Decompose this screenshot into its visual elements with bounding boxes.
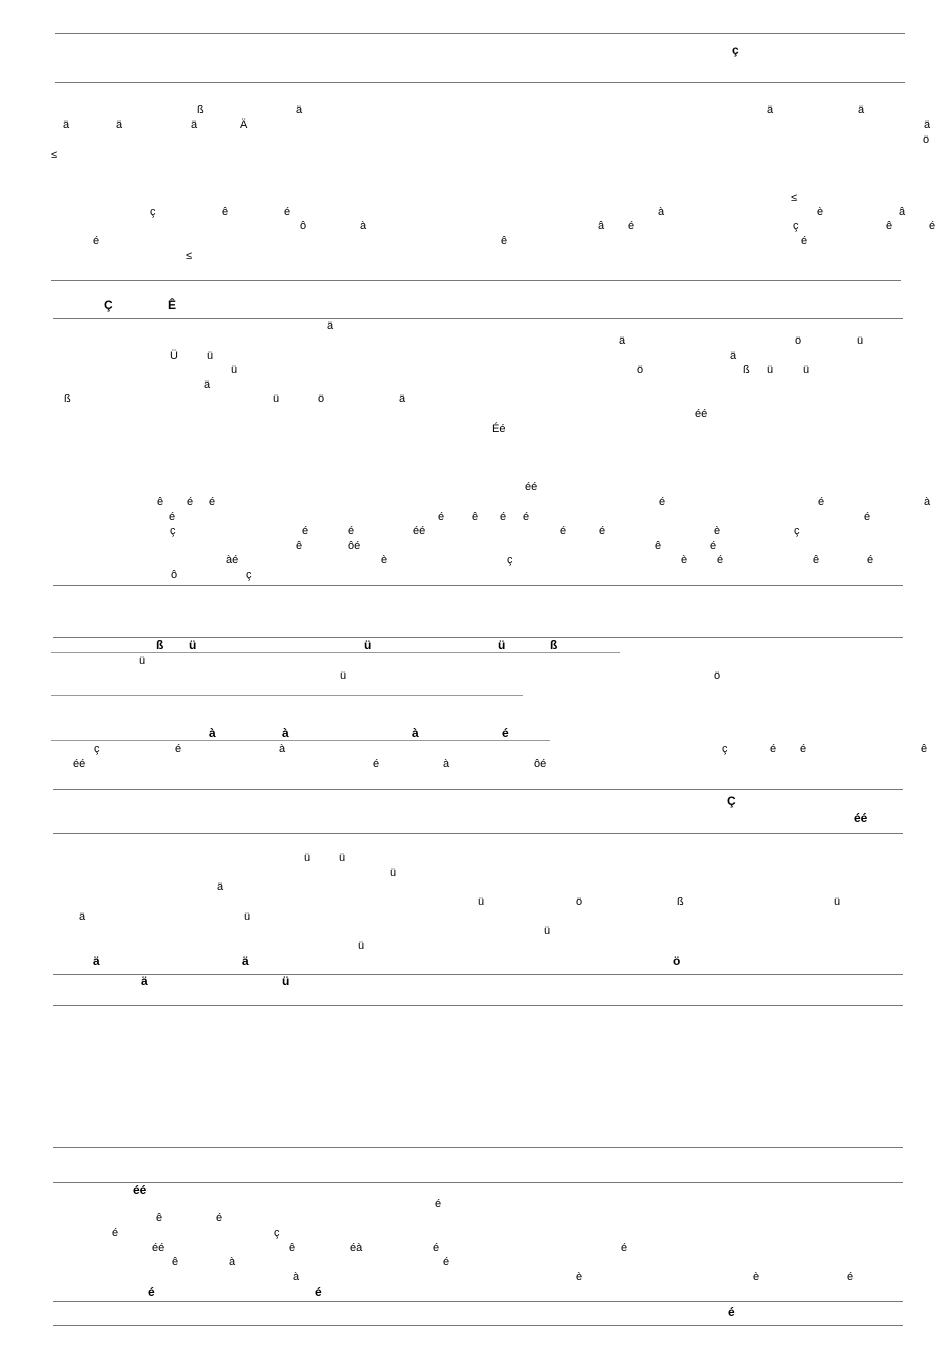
glyph: é	[187, 496, 194, 508]
table-1-header-cell: ü	[364, 638, 372, 652]
glyph: éé	[525, 481, 538, 493]
glyph: ê	[289, 1242, 296, 1254]
table-1-top-rule	[53, 637, 903, 638]
table-2-cell: ç	[94, 743, 100, 755]
glyph: é	[710, 540, 717, 552]
glyph: é	[284, 206, 291, 218]
table-1-cell: ü	[139, 655, 146, 667]
glyph: ß	[64, 393, 71, 405]
glyph: é	[216, 1212, 223, 1224]
table-1-cell: ü	[340, 670, 347, 682]
glyph: ö	[673, 954, 681, 968]
glyph: ü	[767, 364, 774, 376]
glyph: ≤	[51, 149, 58, 161]
header-mark: ç	[732, 43, 739, 57]
glyph: â	[899, 206, 906, 218]
glyph: ä	[79, 911, 86, 923]
glyph: éé	[133, 1183, 147, 1197]
glyph: é	[169, 511, 176, 523]
glyph: é	[302, 525, 309, 537]
table-2-header-cell: é	[502, 726, 509, 740]
glyph: é	[500, 511, 507, 523]
table-1-cell: ö	[714, 670, 721, 682]
mid-header-glyph: Ç	[727, 794, 736, 808]
glyph: ü	[390, 867, 397, 879]
glyph: è	[753, 1271, 760, 1283]
glyph: ü	[231, 364, 238, 376]
glyph: ä	[242, 954, 249, 968]
glyph: ê	[296, 540, 303, 552]
table-3-header-cell: ä	[141, 974, 148, 988]
table-3-header-rule	[53, 1005, 903, 1006]
table-1-header-cell: ß	[550, 638, 558, 652]
mid-header-bottom-rule	[53, 833, 903, 834]
top-rule	[55, 33, 905, 34]
glyph: àé	[226, 554, 239, 566]
glyph: é	[148, 1285, 155, 1299]
glyph: ö	[318, 393, 325, 405]
glyph: ä	[767, 104, 774, 116]
table-3-header-cell: ü	[282, 974, 290, 988]
glyph: ä	[619, 335, 626, 347]
glyph: ê	[156, 1212, 163, 1224]
glyph: ä	[730, 350, 737, 362]
glyph: ç	[246, 569, 252, 581]
glyph: ä	[296, 104, 303, 116]
glyph: é	[560, 525, 567, 537]
glyph: ß	[677, 896, 684, 908]
glyph: ô	[171, 569, 178, 581]
glyph: é	[523, 511, 530, 523]
table-2-cell: é	[175, 743, 182, 755]
glyph: ≤	[791, 192, 798, 204]
glyph: éé	[413, 525, 426, 537]
table-2-cell: à	[279, 743, 286, 755]
glyph: ö	[923, 134, 930, 146]
glyph: é	[599, 525, 606, 537]
glyph: ê	[157, 496, 164, 508]
glyph: ≤	[186, 250, 193, 262]
glyph: ü	[358, 940, 365, 952]
footer-block-top-rule	[53, 1147, 903, 1148]
table-3-top-rule	[53, 974, 903, 975]
mid-header-top-rule	[53, 789, 903, 790]
section-c-heading-rule	[53, 318, 903, 319]
table-2-cell: ôé	[534, 758, 547, 770]
glyph: é	[438, 511, 445, 523]
glyph: ü	[544, 925, 551, 937]
table-2-cell: é	[770, 743, 777, 755]
glyph: ôé	[348, 540, 361, 552]
header-bottom-rule	[55, 82, 905, 83]
table-2-cell: éé	[73, 758, 86, 770]
section-c-heading-glyph: Ç	[104, 298, 113, 312]
footer-top-rule	[53, 1301, 903, 1302]
glyph: é	[929, 220, 936, 232]
glyph: ü	[273, 393, 280, 405]
glyph: éé	[695, 408, 708, 420]
glyph: à	[924, 496, 931, 508]
glyph: é	[93, 235, 100, 247]
glyph: ü	[207, 350, 214, 362]
glyph: ç	[170, 525, 176, 537]
glyph: é	[348, 525, 355, 537]
glyph: é	[621, 1242, 628, 1254]
glyph: ü	[803, 364, 810, 376]
glyph: ü	[339, 852, 346, 864]
glyph: ô	[300, 220, 307, 232]
glyph: ö	[795, 335, 802, 347]
glyph: â	[598, 220, 605, 232]
glyph: é	[433, 1242, 440, 1254]
glyph: ê	[472, 511, 479, 523]
glyph: é	[209, 496, 216, 508]
table-1-header-cell: ü	[498, 638, 506, 652]
table-2-cell: ê	[921, 743, 928, 755]
glyph: ä	[399, 393, 406, 405]
glyph: è	[817, 206, 824, 218]
section-d-bottom-rule	[53, 585, 903, 586]
table-2-cell: à	[443, 758, 450, 770]
table-2-cell: ç	[722, 743, 728, 755]
glyph: é	[628, 220, 635, 232]
footer-block-header-rule	[53, 1182, 903, 1183]
glyph: à	[360, 220, 367, 232]
glyph: é	[659, 496, 666, 508]
glyph: ä	[93, 954, 100, 968]
glyph: éà	[350, 1242, 363, 1254]
glyph: à	[658, 206, 665, 218]
glyph: é	[435, 1198, 442, 1210]
glyph: à	[293, 1271, 300, 1283]
table-2-cell: é	[373, 758, 380, 770]
table-2-cell: é	[800, 743, 807, 755]
glyph: ç	[793, 220, 799, 232]
table-2-header-cell: à	[412, 726, 419, 740]
glyph: ê	[655, 540, 662, 552]
footer-mark: é	[728, 1305, 735, 1319]
glyph: ç	[507, 554, 513, 566]
glyph: é	[443, 1256, 450, 1268]
glyph: Ü	[170, 350, 178, 362]
glyph: é	[112, 1227, 119, 1239]
glyph: éé	[152, 1242, 165, 1254]
glyph: ä	[924, 119, 931, 131]
glyph: Éé	[492, 423, 506, 435]
glyph: ä	[327, 320, 334, 332]
glyph: é	[717, 554, 724, 566]
glyph: è	[381, 554, 388, 566]
glyph: ä	[204, 379, 211, 391]
glyph: à	[229, 1256, 236, 1268]
table-1-bottom-rule	[51, 695, 523, 696]
glyph: ç	[150, 206, 156, 218]
table-1-header-cell: ü	[189, 638, 197, 652]
glyph: è	[576, 1271, 583, 1283]
glyph: ê	[886, 220, 893, 232]
glyph: ê	[172, 1256, 179, 1268]
table-1-header-rule	[51, 652, 620, 653]
footer-bottom-rule	[53, 1325, 903, 1326]
glyph: è	[714, 525, 721, 537]
glyph: ä	[858, 104, 865, 116]
glyph: ß	[743, 364, 750, 376]
glyph: é	[847, 1271, 854, 1283]
glyph: ê	[813, 554, 820, 566]
section-b-bottom-rule	[51, 280, 901, 281]
glyph: Ä	[240, 119, 248, 131]
glyph: ç	[794, 525, 800, 537]
glyph: ü	[857, 335, 864, 347]
glyph: ß	[197, 104, 204, 116]
table-2-header-cell: à	[282, 726, 289, 740]
table-2-header-cell: à	[209, 726, 216, 740]
glyph: ü	[834, 896, 841, 908]
glyph: è	[681, 554, 688, 566]
glyph: ä	[116, 119, 123, 131]
glyph: ü	[244, 911, 251, 923]
glyph: é	[864, 511, 871, 523]
mid-header-glyph: éé	[854, 811, 868, 825]
glyph: é	[818, 496, 825, 508]
glyph: é	[867, 554, 874, 566]
glyph: ê	[222, 206, 229, 218]
glyph: é	[801, 235, 808, 247]
glyph: ü	[304, 852, 311, 864]
table-2-header-rule	[51, 740, 550, 741]
glyph: é	[315, 1285, 322, 1299]
glyph: ê	[501, 235, 508, 247]
glyph: ç	[274, 1227, 280, 1239]
table-1-header-cell: ß	[156, 638, 164, 652]
section-c-heading-glyph: Ê	[168, 298, 177, 312]
glyph: ö	[637, 364, 644, 376]
glyph: ä	[217, 881, 224, 893]
glyph: ä	[63, 119, 70, 131]
glyph: ö	[576, 896, 583, 908]
glyph: ä	[191, 119, 198, 131]
glyph: ü	[478, 896, 485, 908]
